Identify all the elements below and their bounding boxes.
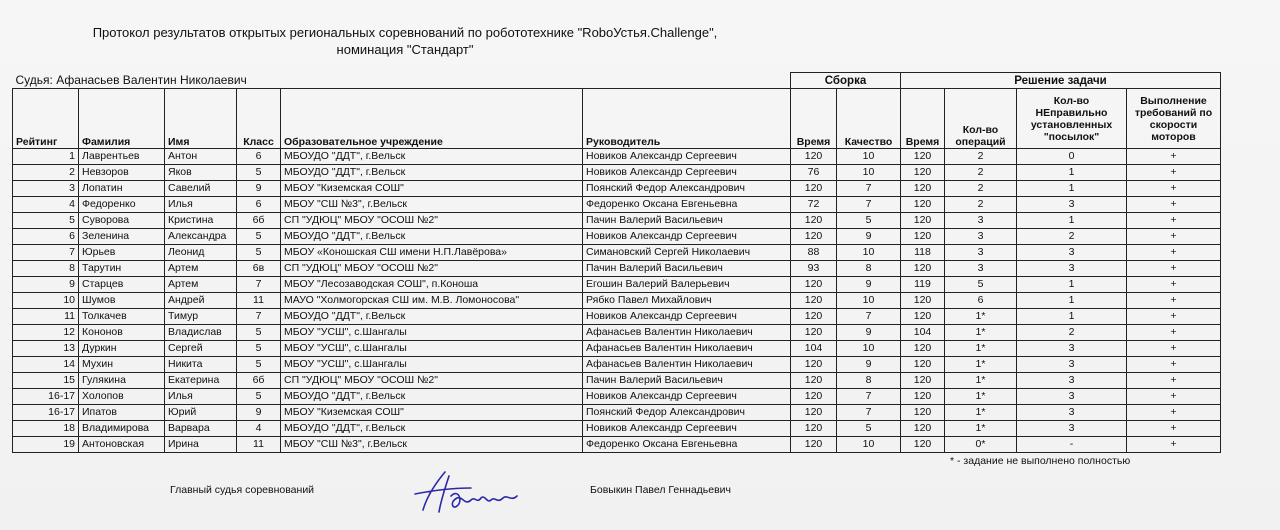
cell-rank: 13 (13, 341, 79, 357)
cell-operations: 2 (945, 181, 1017, 197)
cell-quality: 10 (837, 245, 901, 261)
cell-motor-speed: + (1127, 149, 1221, 165)
cell-wrong-parcels: - (1017, 437, 1127, 453)
cell-task-time: 120 (901, 165, 945, 181)
cell-school: МБОУ "Киземская СОШ" (281, 405, 583, 421)
cell-task-time: 104 (901, 325, 945, 341)
cell-grade: 6б (237, 213, 281, 229)
table-row (13, 437, 1221, 453)
cell-motor-speed: + (1127, 229, 1221, 245)
header-grade: Класс (237, 89, 281, 149)
cell-name: Ирина (165, 437, 237, 453)
header-name: Имя (165, 89, 237, 149)
cell-coach: Афанасьев Валентин Николаевич (583, 357, 791, 373)
cell-name: Антон (165, 149, 237, 165)
cell-grade: 6 (237, 197, 281, 213)
cell-school: МБОУДО "ДДТ", г.Вельск (281, 389, 583, 405)
cell-operations: 3 (945, 213, 1017, 229)
cell-surname: Тарутин (79, 261, 165, 277)
cell-grade: 4 (237, 421, 281, 437)
cell-quality: 10 (837, 165, 901, 181)
cell-assembly-time: 120 (791, 293, 837, 309)
cell-grade: 6б (237, 373, 281, 389)
cell-operations: 1* (945, 405, 1017, 421)
cell-coach: Новиков Александр Сергеевич (583, 421, 791, 437)
cell-surname: Холопов (79, 389, 165, 405)
cell-operations: 2 (945, 149, 1017, 165)
cell-task-time: 120 (901, 229, 945, 245)
cell-grade: 5 (237, 245, 281, 261)
cell-wrong-parcels: 3 (1017, 197, 1127, 213)
cell-motor-speed: + (1127, 437, 1221, 453)
table-row (13, 389, 1221, 405)
cell-name: Андрей (165, 293, 237, 309)
cell-quality: 9 (837, 357, 901, 373)
cell-grade: 5 (237, 357, 281, 373)
column-header-row (13, 89, 1221, 149)
header-surname: Фамилия (79, 89, 165, 149)
cell-rank: 16-17 (13, 389, 79, 405)
cell-grade: 6 (237, 149, 281, 165)
header-assembly-time: Время (791, 89, 837, 149)
cell-task-time: 120 (901, 181, 945, 197)
table-row (13, 245, 1221, 261)
cell-assembly-time: 120 (791, 389, 837, 405)
cell-surname: Юрьев (79, 245, 165, 261)
cell-school: МБОУ "УСШ", с.Шангалы (281, 325, 583, 341)
cell-rank: 1 (13, 149, 79, 165)
cell-task-time: 120 (901, 405, 945, 421)
cell-motor-speed: + (1127, 165, 1221, 181)
cell-motor-speed: + (1127, 197, 1221, 213)
cell-assembly-time: 120 (791, 325, 837, 341)
cell-name: Юрий (165, 405, 237, 421)
cell-quality: 7 (837, 309, 901, 325)
group-task: Решение задачи (901, 73, 1221, 89)
cell-wrong-parcels: 3 (1017, 389, 1127, 405)
cell-quality: 7 (837, 405, 901, 421)
cell-rank: 19 (13, 437, 79, 453)
cell-grade: 9 (237, 181, 281, 197)
header-coach: Руководитель (583, 89, 791, 149)
cell-surname: Гулякина (79, 373, 165, 389)
cell-rank: 14 (13, 357, 79, 373)
cell-quality: 7 (837, 197, 901, 213)
chief-judge-name: Бовыкин Павел Геннадьевич (590, 484, 732, 496)
cell-assembly-time: 120 (791, 229, 837, 245)
cell-task-time: 120 (901, 213, 945, 229)
cell-school: СП "УДЮЦ" МБОУ "ОСОШ №2" (281, 213, 583, 229)
table-row (13, 165, 1221, 181)
header-quality: Качество (837, 89, 901, 149)
cell-wrong-parcels: 3 (1017, 357, 1127, 373)
cell-grade: 5 (237, 229, 281, 245)
cell-school: СП "УДЮЦ" МБОУ "ОСОШ №2" (281, 261, 583, 277)
cell-grade: 5 (237, 325, 281, 341)
cell-assembly-time: 120 (791, 405, 837, 421)
cell-assembly-time: 120 (791, 277, 837, 293)
cell-rank: 18 (13, 421, 79, 437)
cell-school: МБОУ "СШ №3", г.Вельск (281, 437, 583, 453)
cell-operations: 0* (945, 437, 1017, 453)
cell-coach: Пачин Валерий Васильевич (583, 261, 791, 277)
cell-motor-speed: + (1127, 389, 1221, 405)
cell-assembly-time: 120 (791, 149, 837, 165)
cell-rank: 8 (13, 261, 79, 277)
cell-motor-speed: + (1127, 421, 1221, 437)
cell-surname: Зеленина (79, 229, 165, 245)
cell-coach: Симановский Сергей Николаевич (583, 245, 791, 261)
cell-assembly-time: 88 (791, 245, 837, 261)
cell-name: Александра (165, 229, 237, 245)
cell-task-time: 120 (901, 341, 945, 357)
judge-label: Судья: Афанасьев Валентин Николаевич (13, 73, 791, 89)
title-line-2: номинация "Стандарт" (336, 42, 474, 57)
cell-quality: 8 (837, 261, 901, 277)
cell-motor-speed: + (1127, 373, 1221, 389)
header-school: Образовательное учреждение (281, 89, 583, 149)
cell-motor-speed: + (1127, 261, 1221, 277)
cell-quality: 5 (837, 421, 901, 437)
cell-wrong-parcels: 3 (1017, 373, 1127, 389)
cell-operations: 1* (945, 421, 1017, 437)
cell-coach: Федоренко Оксана Евгеньевна (583, 197, 791, 213)
cell-operations: 1* (945, 389, 1017, 405)
cell-motor-speed: + (1127, 405, 1221, 421)
group-header-row (13, 73, 1221, 89)
cell-coach: Афанасьев Валентин Николаевич (583, 325, 791, 341)
cell-rank: 5 (13, 213, 79, 229)
cell-operations: 2 (945, 165, 1017, 181)
cell-school: МБОУ "УСШ", с.Шангалы (281, 341, 583, 357)
cell-task-time: 119 (901, 277, 945, 293)
cell-task-time: 120 (901, 373, 945, 389)
cell-school: МБОУ "УСШ", с.Шангалы (281, 357, 583, 373)
cell-school: МБОУ "Лесозаводская СОШ", п.Коноша (281, 277, 583, 293)
cell-surname: Толкачев (79, 309, 165, 325)
cell-motor-speed: + (1127, 293, 1221, 309)
cell-motor-speed: + (1127, 277, 1221, 293)
cell-school: МБОУДО "ДДТ", г.Вельск (281, 421, 583, 437)
cell-coach: Афанасьев Валентин Николаевич (583, 341, 791, 357)
footnote: * - задание не выполнено полностью (950, 455, 1131, 467)
header-task-time: Время (901, 89, 945, 149)
cell-wrong-parcels: 3 (1017, 245, 1127, 261)
cell-task-time: 118 (901, 245, 945, 261)
cell-grade: 11 (237, 437, 281, 453)
cell-motor-speed: + (1127, 325, 1221, 341)
cell-rank: 16-17 (13, 405, 79, 421)
cell-assembly-time: 93 (791, 261, 837, 277)
cell-grade: 6в (237, 261, 281, 277)
cell-surname: Федоренко (79, 197, 165, 213)
cell-coach: Пачин Валерий Васильевич (583, 373, 791, 389)
chief-judge-label: Главный судья соревнований (170, 484, 315, 496)
cell-motor-speed: + (1127, 181, 1221, 197)
cell-motor-speed: + (1127, 245, 1221, 261)
cell-coach: Новиков Александр Сергеевич (583, 149, 791, 165)
cell-wrong-parcels: 2 (1017, 229, 1127, 245)
cell-surname: Невзоров (79, 165, 165, 181)
cell-school: МБОУ "СШ №3", г.Вельск (281, 197, 583, 213)
cell-task-time: 120 (901, 421, 945, 437)
cell-quality: 9 (837, 277, 901, 293)
cell-wrong-parcels: 1 (1017, 277, 1127, 293)
table-row (13, 229, 1221, 245)
table-row (13, 197, 1221, 213)
cell-school: СП "УДЮЦ" МБОУ "ОСОШ №2" (281, 373, 583, 389)
cell-surname: Лопатин (79, 181, 165, 197)
cell-operations: 2 (945, 197, 1017, 213)
cell-surname: Лаврентьев (79, 149, 165, 165)
cell-operations: 1* (945, 373, 1017, 389)
cell-name: Владислав (165, 325, 237, 341)
cell-assembly-time: 104 (791, 341, 837, 357)
cell-quality: 7 (837, 389, 901, 405)
cell-school: МАУО "Холмогорская СШ им. М.В. Ломоносова" (281, 293, 583, 309)
cell-school: МБОУДО "ДДТ", г.Вельск (281, 165, 583, 181)
cell-quality: 5 (837, 213, 901, 229)
cell-wrong-parcels: 1 (1017, 181, 1127, 197)
signature-image (405, 466, 525, 516)
cell-rank: 11 (13, 309, 79, 325)
cell-coach: Егошин Валерий Валерьевич (583, 277, 791, 293)
cell-quality: 8 (837, 373, 901, 389)
cell-surname: Шумов (79, 293, 165, 309)
cell-task-time: 120 (901, 149, 945, 165)
header-wrong-parcels: Кол-во НЕправильно установленных "посылок" (1017, 89, 1127, 149)
cell-wrong-parcels: 1 (1017, 293, 1127, 309)
cell-quality: 7 (837, 181, 901, 197)
cell-surname: Антоновская (79, 437, 165, 453)
cell-rank: 12 (13, 325, 79, 341)
cell-coach: Рябко Павел Михайлович (583, 293, 791, 309)
cell-surname: Кононов (79, 325, 165, 341)
cell-rank: 6 (13, 229, 79, 245)
cell-surname: Суворова (79, 213, 165, 229)
cell-quality: 10 (837, 293, 901, 309)
cell-surname: Владимирова (79, 421, 165, 437)
table-row (13, 373, 1221, 389)
cell-grade: 7 (237, 309, 281, 325)
cell-coach: Новиков Александр Сергеевич (583, 309, 791, 325)
cell-wrong-parcels: 3 (1017, 421, 1127, 437)
cell-wrong-parcels: 1 (1017, 309, 1127, 325)
cell-assembly-time: 120 (791, 357, 837, 373)
cell-wrong-parcels: 3 (1017, 261, 1127, 277)
header-rank: Рейтинг (13, 89, 79, 149)
document-title (60, 24, 750, 58)
cell-operations: 3 (945, 261, 1017, 277)
cell-grade: 5 (237, 165, 281, 181)
cell-name: Варвара (165, 421, 237, 437)
cell-name: Никита (165, 357, 237, 373)
cell-task-time: 120 (901, 389, 945, 405)
cell-name: Яков (165, 165, 237, 181)
cell-rank: 3 (13, 181, 79, 197)
table-row (13, 261, 1221, 277)
cell-surname: Мухин (79, 357, 165, 373)
table-row (13, 421, 1221, 437)
cell-task-time: 120 (901, 357, 945, 373)
cell-surname: Дуркин (79, 341, 165, 357)
table-row (13, 325, 1221, 341)
cell-task-time: 120 (901, 309, 945, 325)
cell-name: Илья (165, 197, 237, 213)
cell-task-time: 120 (901, 261, 945, 277)
cell-assembly-time: 120 (791, 213, 837, 229)
cell-quality: 10 (837, 149, 901, 165)
cell-wrong-parcels: 3 (1017, 405, 1127, 421)
cell-motor-speed: + (1127, 309, 1221, 325)
cell-task-time: 120 (901, 293, 945, 309)
cell-surname: Старцев (79, 277, 165, 293)
cell-assembly-time: 120 (791, 181, 837, 197)
cell-operations: 6 (945, 293, 1017, 309)
cell-grade: 7 (237, 277, 281, 293)
cell-operations: 3 (945, 229, 1017, 245)
cell-quality: 10 (837, 437, 901, 453)
cell-name: Леонид (165, 245, 237, 261)
cell-school: МБОУДО "ДДТ", г.Вельск (281, 309, 583, 325)
cell-school: МБОУДО "ДДТ", г.Вельск (281, 149, 583, 165)
cell-quality: 10 (837, 341, 901, 357)
table-row (13, 309, 1221, 325)
results-table (12, 72, 1221, 453)
cell-assembly-time: 120 (791, 421, 837, 437)
cell-coach: Поянский Федор Александрович (583, 405, 791, 421)
cell-assembly-time: 76 (791, 165, 837, 181)
cell-wrong-parcels: 2 (1017, 325, 1127, 341)
cell-coach: Новиков Александр Сергеевич (583, 229, 791, 245)
cell-grade: 5 (237, 389, 281, 405)
cell-surname: Ипатов (79, 405, 165, 421)
table-row (13, 357, 1221, 373)
cell-school: МБОУ «Коношская СШ имени Н.П.Лавёрова» (281, 245, 583, 261)
cell-motor-speed: + (1127, 341, 1221, 357)
cell-name: Екатерина (165, 373, 237, 389)
cell-rank: 7 (13, 245, 79, 261)
cell-school: МБОУДО "ДДТ", г.Вельск (281, 229, 583, 245)
cell-rank: 4 (13, 197, 79, 213)
header-operations: Кол-во операций (945, 89, 1017, 149)
cell-name: Илья (165, 389, 237, 405)
cell-coach: Пачин Валерий Васильевич (583, 213, 791, 229)
cell-task-time: 120 (901, 197, 945, 213)
cell-name: Артем (165, 277, 237, 293)
table-row (13, 277, 1221, 293)
cell-school: МБОУ "Киземская СОШ" (281, 181, 583, 197)
cell-name: Сергей (165, 341, 237, 357)
cell-grade: 9 (237, 405, 281, 421)
cell-motor-speed: + (1127, 213, 1221, 229)
cell-rank: 2 (13, 165, 79, 181)
cell-wrong-parcels: 1 (1017, 165, 1127, 181)
cell-coach: Федоренко Оксана Евгеньевна (583, 437, 791, 453)
cell-wrong-parcels: 0 (1017, 149, 1127, 165)
table-row (13, 341, 1221, 357)
header-motor-speed: Выполнение требований по скорости моторов (1127, 89, 1221, 149)
cell-rank: 9 (13, 277, 79, 293)
title-line-1: Протокол результатов открытых региональных соревнований по робототехнике "RoboУстья.Challenge", (92, 25, 718, 40)
cell-wrong-parcels: 1 (1017, 213, 1127, 229)
cell-operations: 1* (945, 309, 1017, 325)
cell-operations: 1* (945, 341, 1017, 357)
cell-name: Савелий (165, 181, 237, 197)
cell-motor-speed: + (1127, 357, 1221, 373)
cell-quality: 9 (837, 229, 901, 245)
table-row (13, 405, 1221, 421)
cell-coach: Новиков Александр Сергеевич (583, 165, 791, 181)
cell-quality: 9 (837, 325, 901, 341)
table-row (13, 149, 1221, 165)
cell-assembly-time: 120 (791, 309, 837, 325)
cell-operations: 3 (945, 245, 1017, 261)
cell-name: Тимур (165, 309, 237, 325)
cell-name: Кристина (165, 213, 237, 229)
table-row (13, 213, 1221, 229)
table-row (13, 181, 1221, 197)
cell-rank: 10 (13, 293, 79, 309)
table-row (13, 293, 1221, 309)
cell-assembly-time: 72 (791, 197, 837, 213)
cell-operations: 1* (945, 325, 1017, 341)
cell-grade: 11 (237, 293, 281, 309)
results-body (13, 149, 1221, 453)
cell-assembly-time: 120 (791, 373, 837, 389)
cell-name: Артем (165, 261, 237, 277)
cell-operations: 1* (945, 357, 1017, 373)
cell-operations: 5 (945, 277, 1017, 293)
cell-wrong-parcels: 3 (1017, 341, 1127, 357)
cell-task-time: 120 (901, 437, 945, 453)
cell-rank: 15 (13, 373, 79, 389)
cell-grade: 5 (237, 341, 281, 357)
cell-coach: Поянский Федор Александрович (583, 181, 791, 197)
cell-assembly-time: 120 (791, 437, 837, 453)
cell-coach: Новиков Александр Сергеевич (583, 389, 791, 405)
group-assembly: Сборка (791, 73, 901, 89)
